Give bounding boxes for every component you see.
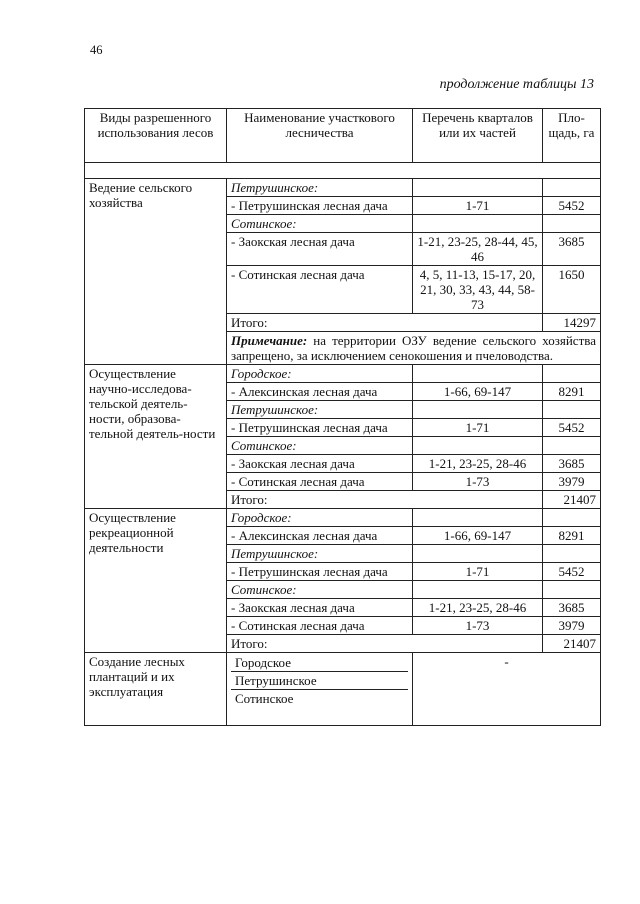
header-forestry: Наименование участкового лесничества [227, 109, 413, 163]
quarters-cell: 1-73 [413, 617, 543, 635]
forest-dacha-name: - Заокская лесная дача [227, 233, 413, 266]
quarters-cell [413, 215, 543, 233]
no-data-dash: - [413, 653, 601, 726]
total-label: Итого: [227, 635, 543, 653]
header-use-type: Виды разрешенного использования лесов [85, 109, 227, 163]
forest-use-table [84, 108, 601, 726]
quarters-cell: 1-66, 69-147 [413, 383, 543, 401]
quarters-cell: 1-71 [413, 419, 543, 437]
area-cell: 5452 [543, 197, 601, 215]
quarters-cell [413, 365, 543, 383]
forestry-list [231, 654, 408, 724]
total-label: Итого: [227, 491, 543, 509]
area-cell: 1650 [543, 266, 601, 314]
forest-dacha-name: - Заокская лесная дача [227, 455, 413, 473]
total-value: 21407 [543, 635, 601, 653]
header-area: Пло-щадь, га [543, 109, 601, 163]
total-value: 14297 [543, 314, 601, 332]
table-header-row [85, 109, 601, 163]
forestry-list-cell [227, 653, 413, 726]
forest-dacha-name: - Заокская лесная дача [227, 599, 413, 617]
quarters-cell [413, 401, 543, 419]
quarters-cell: 1-21, 23-25, 28-46 [413, 455, 543, 473]
quarters-cell: 1-21, 23-25, 28-46 [413, 599, 543, 617]
quarters-cell: 1-73 [413, 473, 543, 491]
quarters-cell [413, 179, 543, 197]
table-row [85, 179, 601, 197]
header-quarters: Перечень кварталов или их частей [413, 109, 543, 163]
area-cell: 5452 [543, 419, 601, 437]
forestry-unit: Петрушинское: [227, 545, 413, 563]
quarters-cell: 1-66, 69-147 [413, 527, 543, 545]
table-row [85, 653, 601, 726]
area-cell [543, 509, 601, 527]
table-row [85, 509, 601, 527]
quarters-cell [413, 581, 543, 599]
forestry-unit: Петрушинское: [227, 179, 413, 197]
forestry-unit: Сотинское: [227, 215, 413, 233]
use-type-recreation: Осуществление рекреационной деятельности [85, 509, 227, 653]
use-type-plantations: Создание лесных плантаций и их эксплуатация [85, 653, 227, 726]
quarters-cell: 1-21, 23-25, 28-44, 45, 46 [413, 233, 543, 266]
area-cell [543, 401, 601, 419]
forest-dacha-name: - Алексинская лесная дача [227, 527, 413, 545]
use-type-research: Осуществление научно-исследова-тельской деятель-ности, образова-тельной деятель-ности [85, 365, 227, 509]
table-row [85, 365, 601, 383]
spacer-cell [85, 163, 601, 179]
area-cell [543, 437, 601, 455]
area-cell [543, 215, 601, 233]
page-number: 46 [90, 43, 103, 57]
forestry-unit: Сотинское: [227, 581, 413, 599]
area-cell: 3685 [543, 599, 601, 617]
forest-dacha-name: - Петрушинская лесная дача [227, 197, 413, 215]
table-continuation-caption: продолжение таблицы 13 [439, 77, 594, 92]
area-cell: 3685 [543, 455, 601, 473]
quarters-cell [413, 437, 543, 455]
area-cell [543, 179, 601, 197]
forest-dacha-name: - Сотинская лесная дача [227, 473, 413, 491]
forest-dacha-name: - Алексинская лесная дача [227, 383, 413, 401]
forestry-unit: Сотинское: [227, 437, 413, 455]
note-text: на территории ОЗУ ведение сельского хозяйства запрещено, за исключением сенокошения и пчеловодства. [231, 333, 596, 363]
forestry-unit: Городское: [227, 509, 413, 527]
quarters-cell [413, 509, 543, 527]
area-cell [543, 365, 601, 383]
area-cell: 3979 [543, 473, 601, 491]
forestry-list-item: Городское [231, 654, 408, 672]
forest-dacha-name: - Петрушинская лесная дача [227, 563, 413, 581]
forestry-list-item: Сотинское [235, 691, 294, 706]
quarters-cell [413, 545, 543, 563]
forest-dacha-name: - Сотинская лесная дача [227, 617, 413, 635]
forest-dacha-name: - Петрушинская лесная дача [227, 419, 413, 437]
note-cell [227, 332, 601, 365]
forestry-unit: Петрушинское: [227, 401, 413, 419]
forestry-unit: Городское: [227, 365, 413, 383]
area-cell: 8291 [543, 527, 601, 545]
area-cell: 3685 [543, 233, 601, 266]
spacer-row [85, 163, 601, 179]
area-cell: 5452 [543, 563, 601, 581]
quarters-cell: 1-71 [413, 563, 543, 581]
quarters-cell: 4, 5, 11-13, 15-17, 20, 21, 30, 33, 43, 44, 58-73 [413, 266, 543, 314]
total-label: Итого: [227, 314, 543, 332]
area-cell [543, 581, 601, 599]
quarters-cell: 1-71 [413, 197, 543, 215]
total-value: 21407 [543, 491, 601, 509]
area-cell: 8291 [543, 383, 601, 401]
forestry-list-item: Петрушинское [231, 672, 408, 690]
area-cell [543, 545, 601, 563]
note-label: Примечание: [231, 333, 308, 348]
use-type-agriculture: Ведение сельского хозяйства [85, 179, 227, 365]
forest-dacha-name: - Сотинская лесная дача [227, 266, 413, 314]
area-cell: 3979 [543, 617, 601, 635]
